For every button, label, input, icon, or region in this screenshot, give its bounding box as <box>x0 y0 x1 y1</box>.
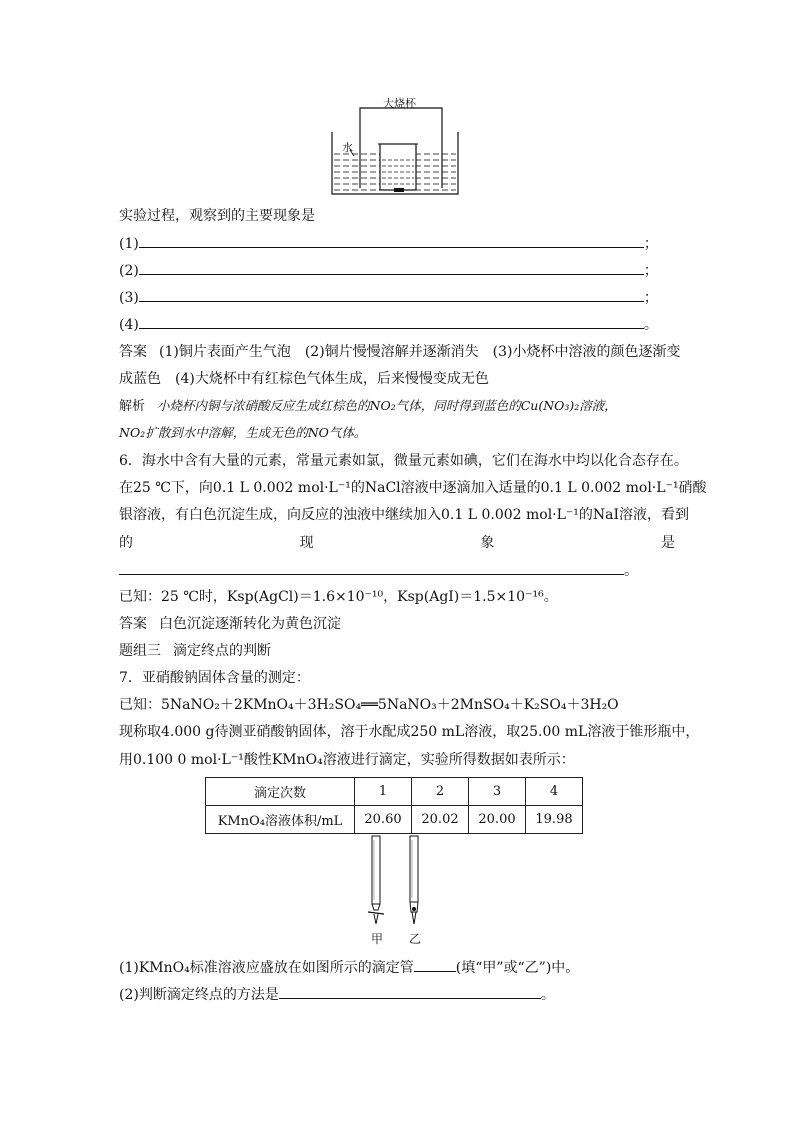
answer-blank[interactable] <box>279 984 541 999</box>
blank-line-3 <box>119 287 658 308</box>
group-label: 题组三 <box>119 643 161 659</box>
analysis-text: 小烧杯内铜与浓硝酸反应生成红棕色的NO₂气体，同时得到蓝色的Cu(NO₃)₂溶液， <box>157 398 617 413</box>
answer-blank[interactable] <box>139 314 644 329</box>
analysis-line-2: NO₂扩散到水中溶解，生成无色的NO气体。 <box>119 425 367 440</box>
q7-sub1 <box>119 957 579 978</box>
analysis-label: 解析 <box>119 399 146 414</box>
q7-line-3: 现称取4.000 g待测亚硝酸钠固体，溶于水配成250 mL溶液，取25.00 mL溶液于锥形瓶中， <box>119 724 700 740</box>
answer-text: (1)铜片表面产生气泡 (2)铜片慢慢溶解并逐渐消失 (3)小烧杯中溶液的颜色逐渐变 <box>159 344 681 360</box>
q7-sub2 <box>119 984 555 1005</box>
blank-end: 。 <box>624 563 638 579</box>
blank-line-1 <box>119 233 658 254</box>
answer-line-1 <box>119 342 681 362</box>
blank-num: (3) <box>119 290 139 306</box>
table-row <box>206 778 583 806</box>
q6-line-1: 6．海水中含有大量的元素，常量元素如氯，微量元素如碘，它们在海水中均以化合态存在。 <box>119 453 688 469</box>
burette-label-yi: 乙 <box>409 932 422 946</box>
q6-line-3: 银溶液，有白色沉淀生成，向反应的浊液中继续加入0.1 L 0.002 mol·L⁻¹的NaI溶液，看到 <box>119 507 690 523</box>
beaker-label: 大烧杯 <box>383 97 416 110</box>
table-header: 4 <box>526 778 583 806</box>
answer-blank[interactable] <box>139 287 644 302</box>
water-label: 水 <box>342 141 353 154</box>
q6-given: 已知：25 ℃时，Ksp(AgCl)＝1.6×10⁻¹⁰，Ksp(AgI)＝1.5×10⁻¹⁶。 <box>119 589 558 605</box>
blank-end: ； <box>643 290 658 306</box>
table-cell: KMnO₄溶液体积/mL <box>206 806 355 834</box>
answer-text: 白色沉淀逐渐转化为黄色沉淀 <box>159 616 341 632</box>
q7-line-4: 用0.100 0 mol·L⁻¹酸性KMnO₄溶液进行滴定，实验所得数据如表所示： <box>119 752 575 768</box>
analysis-line-1 <box>119 396 617 417</box>
answer-blank[interactable] <box>414 957 456 972</box>
blank-num: (1) <box>119 236 139 252</box>
table-cell: 20.02 <box>412 806 469 834</box>
group-title: 滴定终点的判断 <box>173 643 271 659</box>
burette-diagram <box>360 834 440 932</box>
spread-word: 是 <box>660 535 675 551</box>
q6-line-2: 在25 ℃下，向0.1 L 0.002 mol·L⁻¹的NaCl溶液中逐滴加入适量的0.1 L 0.002 mol·L⁻¹硝酸 <box>119 480 707 496</box>
titration-table <box>205 777 583 834</box>
blank-end: 。 <box>540 987 555 1003</box>
blank-num: (4) <box>119 317 139 333</box>
table-header: 滴定次数 <box>206 778 355 806</box>
blank-num: (2) <box>119 263 139 279</box>
answer-label: 答案 <box>119 344 147 360</box>
blank-line-2 <box>119 260 658 281</box>
answer-blank[interactable] <box>119 560 624 575</box>
q6-line-5 <box>119 560 638 581</box>
q6-answer <box>119 614 341 634</box>
blank-end: ； <box>643 263 658 279</box>
table-cell: 19.98 <box>526 806 583 834</box>
blank-end: ； <box>643 236 658 252</box>
sub-text: (1)KMnO₄标准溶液应盛放在如图所示的滴定管 <box>119 960 414 976</box>
table-cell: 20.60 <box>355 806 412 834</box>
q6-line-4 <box>119 533 675 553</box>
table-cell: 20.00 <box>469 806 526 834</box>
q7-equation: 已知：5NaNO₂＋2KMnO₄＋3H₂SO₄══5NaNO₃＋2MnSO₄＋K₂SO₄＋3H₂O <box>119 697 619 713</box>
table-row <box>206 806 583 834</box>
blank-line-4 <box>119 314 658 335</box>
intro-text: 实验过程，观察到的主要现象是 <box>119 208 315 224</box>
spread-word: 的 <box>119 535 133 551</box>
answer-blank[interactable] <box>139 260 644 275</box>
answer-line-2: 成蓝色 (4)大烧杯中有红棕色气体生成，后来慢慢变成无色 <box>119 371 489 387</box>
spread-word: 象 <box>480 535 495 551</box>
table-header: 1 <box>355 778 412 806</box>
answer-label: 答案 <box>119 616 147 632</box>
group-heading <box>119 641 271 661</box>
table-header: 3 <box>469 778 526 806</box>
sub-text: (填“甲”或“乙”)中。 <box>455 960 580 976</box>
sub-text: (2)判断滴定终点的方法是 <box>119 987 279 1003</box>
q7-line-1: 7．亚硝酸钠固体含量的测定： <box>119 670 310 686</box>
spread-word: 现 <box>299 535 314 551</box>
answer-blank[interactable] <box>139 233 644 248</box>
table-header: 2 <box>412 778 469 806</box>
blank-end: 。 <box>643 317 658 333</box>
burette-label-jia: 甲 <box>371 932 384 946</box>
